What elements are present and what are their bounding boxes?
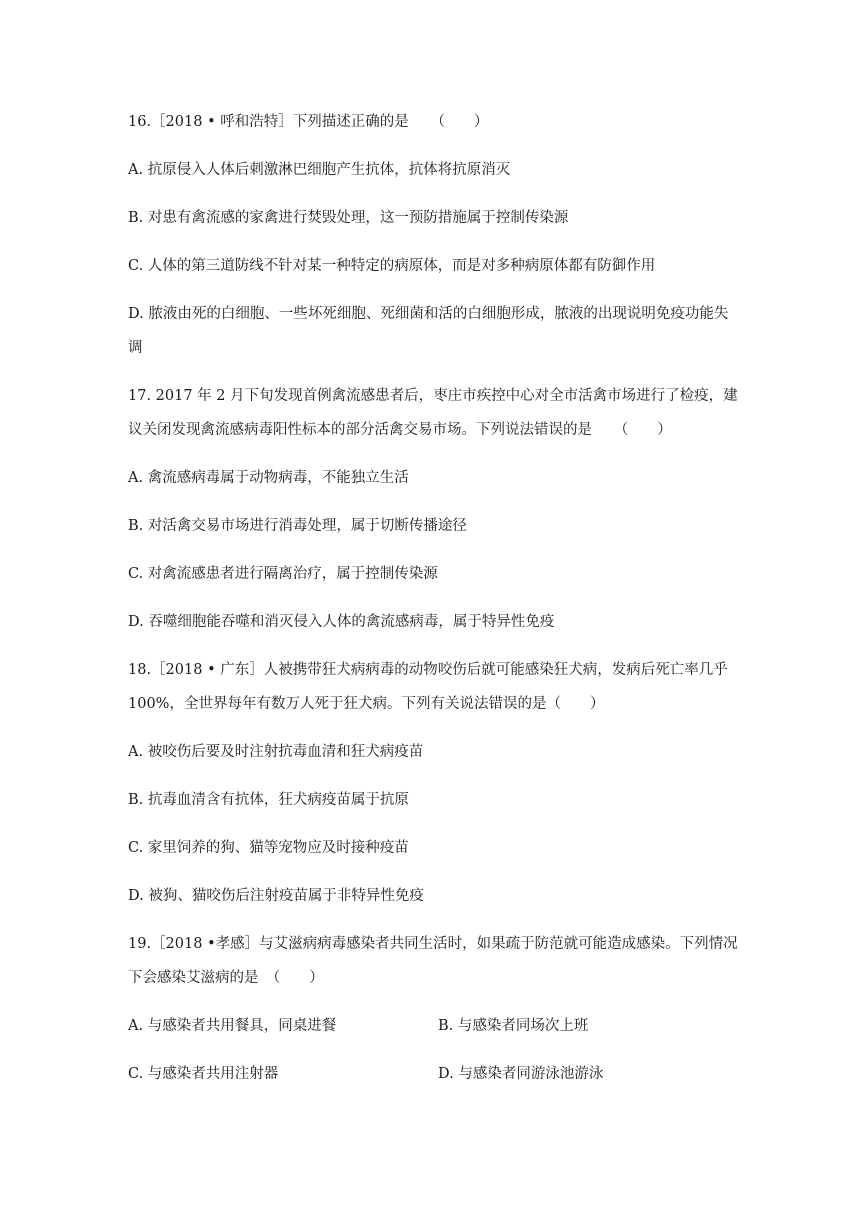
question-17-option-a: A. 禽流感病毒属于动物病毒，不能独立生活 (128, 470, 409, 486)
question-19-stem-line-1: 19.［2018 •孝感］与艾滋病病毒感染者共同生活时，如果疏于防范就可能造成感染。下列情况 (128, 936, 738, 952)
question-17-option-d: D. 吞噬细胞能吞噬和消灭侵入人体的禽流感病毒，属于特异性免疫 (128, 614, 555, 630)
question-16-option-a: A. 抗原侵入人体后刺激淋巴细胞产生抗体，抗体将抗原消灭 (128, 162, 511, 178)
question-17-option-c: C. 对禽流感患者进行隔离治疗，属于控制传染源 (128, 566, 438, 582)
question-17-stem-line-2: 议关闭发现禽流感病毒阳性标本的部分活禽交易市场。下列说法错误的是 （ ） (128, 422, 672, 438)
question-16-option-b: B. 对患有禽流感的家禽进行焚毁处理，这一预防措施属于控制传染源 (128, 210, 569, 226)
question-16-option-d: D. 脓液由死的白细胞、一些坏死细胞、死细菌和活的白细胞形成，脓液的出现说明免疫功能失 (128, 306, 729, 322)
question-19-option-c: C. 与感染者共用注射器 (128, 1066, 279, 1082)
question-19-option-d: D. 与感染者同游泳池游泳 (438, 1066, 604, 1082)
question-17-stem-line-1: 17. 2017 年 2 月下旬发现首例禽流感患者后，枣庄市疾控中心对全市活禽市场进行了检疫，建 (128, 388, 738, 404)
question-19-option-b: B. 与感染者同场次上班 (438, 1018, 589, 1034)
question-19-option-a: A. 与感染者共用餐具，同桌进餐 (128, 1018, 337, 1034)
question-18-option-c: C. 家里饲养的狗、猫等宠物应及时接种疫苗 (128, 840, 409, 856)
question-17-option-b: B. 对活禽交易市场进行消毒处理，属于切断传播途径 (128, 518, 467, 534)
question-18-stem-line-2: 100%，全世界每年有数万人死于狂犬病。下列有关说法错误的是（ ） (128, 696, 605, 712)
question-18-option-d: D. 被狗、猫咬伤后注射疫苗属于非特异性免疫 (128, 888, 424, 904)
question-18-option-b: B. 抗毒血清含有抗体，狂犬病疫苗属于抗原 (128, 792, 409, 808)
question-16-stem: 16.［2018 • 呼和浩特］下列描述正确的是 （ ） (128, 114, 489, 130)
question-16-option-c: C. 人体的第三道防线不针对某一种特定的病原体，而是对多种病原体都有防御作用 (128, 258, 656, 274)
question-18-stem-line-1: 18.［2018 • 广东］人被携带狂犬病病毒的动物咬伤后就可能感染狂犬病，发病后死亡率几乎 (128, 662, 728, 678)
question-16-option-d-cont: 调 (128, 340, 143, 356)
question-19-stem-line-2: 下会感染艾滋病的是 （ ） (128, 970, 324, 986)
question-18-option-a: A. 被咬伤后要及时注射抗毒血清和狂犬病疫苗 (128, 744, 424, 760)
